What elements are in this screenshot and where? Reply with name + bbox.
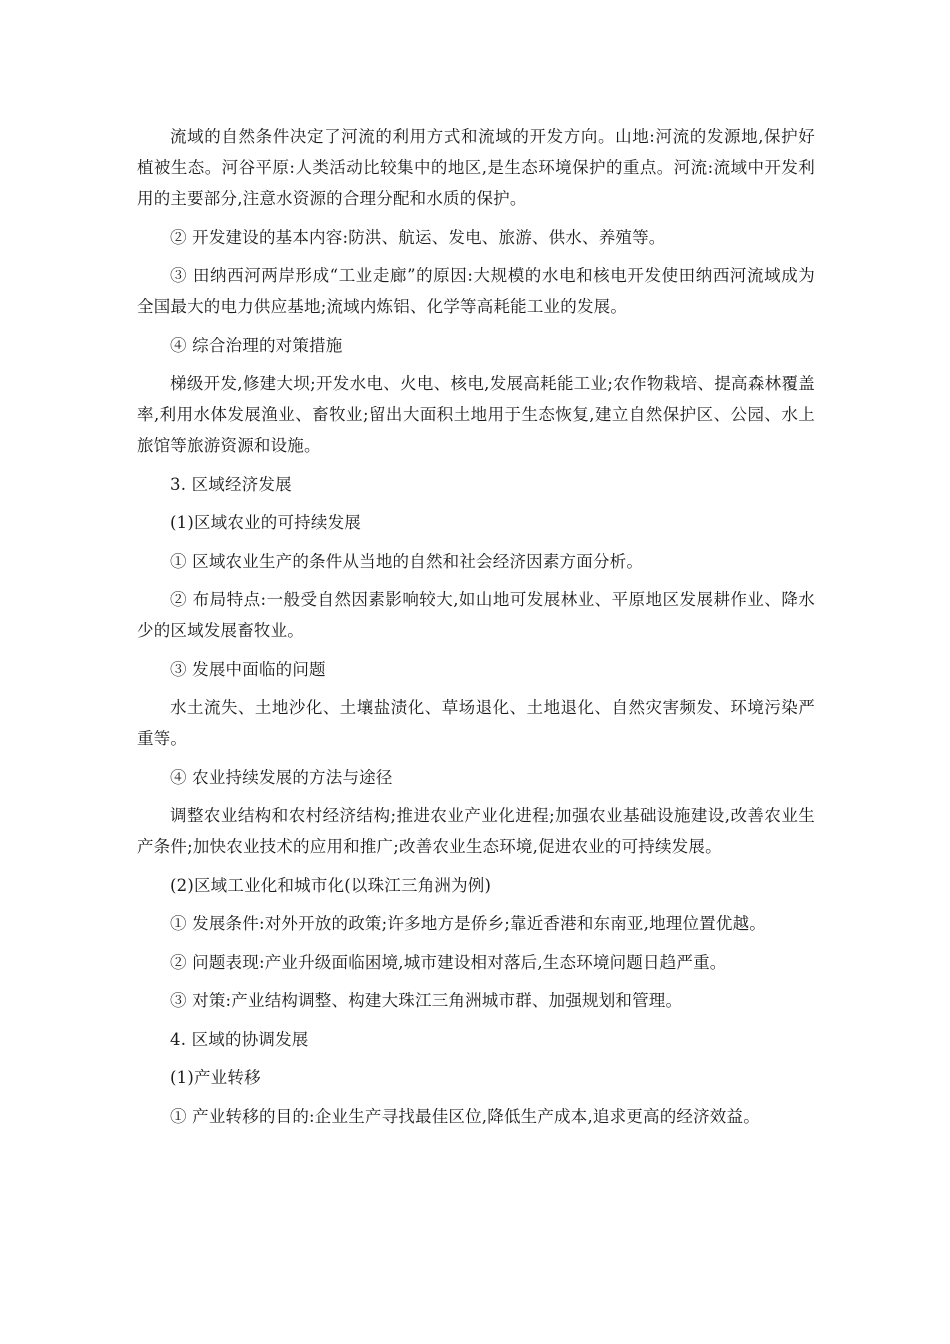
subsection-heading-industrialization: (2)区域工业化和城市化(以珠江三角洲为例) <box>170 875 492 895</box>
section-heading-regional-economy: 3. 区域经济发展 <box>170 474 292 494</box>
paragraph-agri-layout: ② 布局特点:一般受自然因素影响较大,如山地可发展林业、平原地区发展耕作业、降水少的区域发展畜牧业。 <box>137 590 815 640</box>
subsection-heading-industry-transfer: (1)产业转移 <box>170 1068 261 1087</box>
paragraph-countermeasures: ③ 对策:产业结构调整、构建大珠江三角洲城市群、加强规划和管理。 <box>170 991 683 1010</box>
section-heading-coordinated-development: 4. 区域的协调发展 <box>170 1029 309 1049</box>
paragraph-problems: ② 问题表现:产业升级面临困境,城市建设相对落后,生态环境问题日趋严重。 <box>170 952 727 972</box>
paragraph-development-content: ② 开发建设的基本内容:防洪、航运、发电、旅游、供水、养殖等。 <box>170 227 666 247</box>
subsection-heading-agriculture: (1)区域农业的可持续发展 <box>170 513 361 532</box>
paragraph-agri-problems-heading: ③ 发展中面临的问题 <box>170 659 326 679</box>
paragraph-agri-methods: 调整农业结构和农村经济结构;推进农业产业化进程;加强农业基础设施建设,改善农业生产条件;加快农业技术的应用和推广;改善农业生态环境,促进农业的可持续发展。 <box>137 806 815 856</box>
paragraph-agri-methods-heading: ④ 农业持续发展的方法与途径 <box>170 767 393 787</box>
paragraph-industrial-corridor: ③ 田纳西河两岸形成“工业走廊”的原因:大规模的水电和核电开发使田纳西河流域成为全国最大的电力供应基地;流域内炼铝、化学等高耗能工业的发展。 <box>137 266 815 316</box>
paragraph-agri-conditions: ① 区域农业生产的条件从当地的自然和社会经济因素方面分析。 <box>170 551 644 571</box>
document-page <box>137 121 815 1139</box>
paragraph-basin-conditions: 流域的自然条件决定了河流的利用方式和流域的开发方向。山地:河流的发源地,保护好植被生态。河谷平原:人类活动比较集中的地区,是生态环境保护的重点。河流:流域中开发利用的主要部分,注意水资源的合理分配和水质的保护。 <box>137 127 815 208</box>
paragraph-dev-conditions: ① 发展条件:对外开放的政策;许多地方是侨乡;靠近香港和东南亚,地理位置优越。 <box>170 914 766 933</box>
paragraph-transfer-purpose: ① 产业转移的目的:企业生产寻找最佳区位,降低生产成本,追求更高的经济效益。 <box>170 1106 760 1126</box>
paragraph-governance-measures: 梯级开发,修建大坝;开发水电、火电、核电,发展高耗能工业;农作物栽培、提高森林覆盖率,利用水体发展渔业、畜牧业;留出大面积土地用于生态恢复,建立自然保护区、公园、水上旅馆等旅游资源和设施。 <box>137 374 815 455</box>
paragraph-governance-heading: ④ 综合治理的对策措施 <box>170 335 343 355</box>
paragraph-agri-problems: 水土流失、土地沙化、土壤盐渍化、草场退化、土地退化、自然灾害频发、环境污染严重等。 <box>137 698 815 748</box>
